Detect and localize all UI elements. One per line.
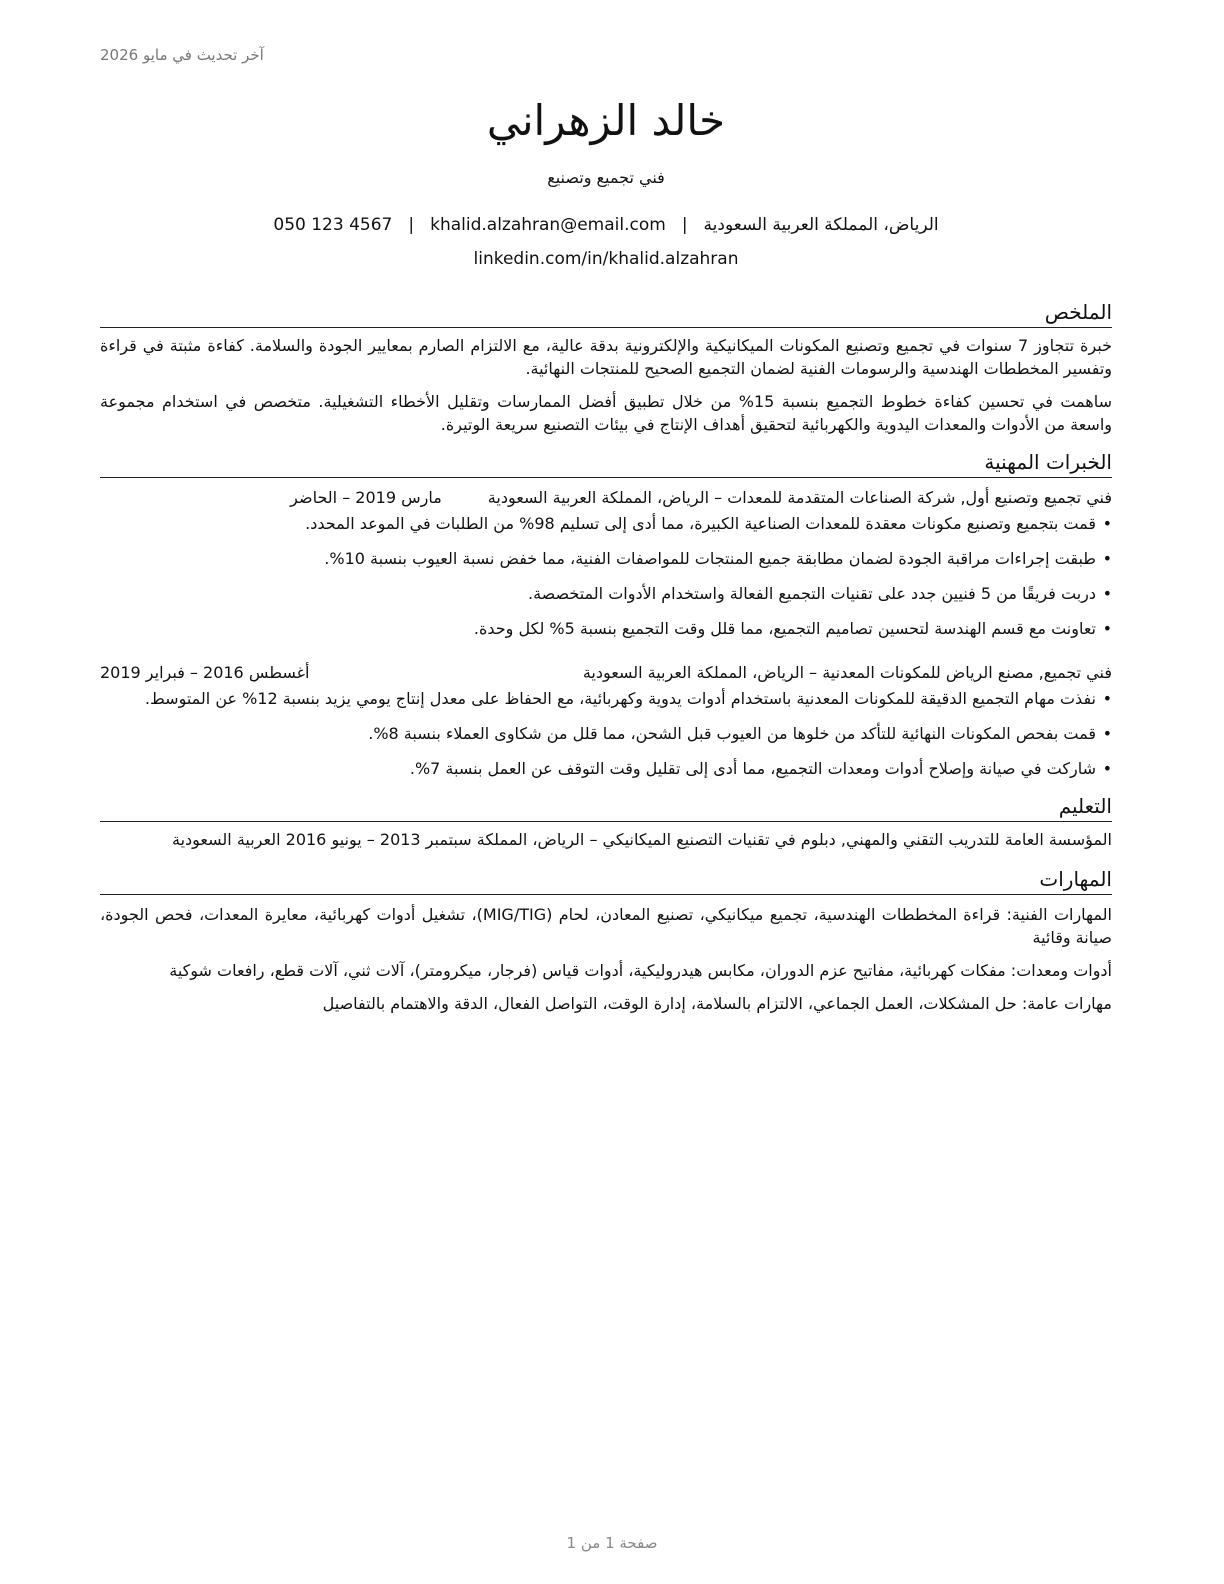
- list-item: • شاركت في صيانة وإصلاح أدوات ومعدات التجميع، مما أدى إلى تقليل وقت التوقف عن العمل بنسبة 7%.: [100, 757, 1112, 781]
- resume-page: [100, 0, 1112, 1584]
- job-dates: أغسطس 2016 – فبراير 2019: [100, 663, 310, 682]
- education-section: [100, 792, 1112, 851]
- section-heading-education: التعليم: [100, 792, 1112, 822]
- skills-technical: المهارات الفنية: قراءة المخططات الهندسية، تجميع ميكانيكي، تصنيع المعادن، لحام (MIG/TIG)، تشغيل أدوات كهربائية، معايرة المعدات، فحص الجودة، صيانة وقائية: [100, 905, 1113, 947]
- resume-header: [100, 0, 1112, 272]
- candidate-name: خالد الزهراني: [486, 96, 726, 145]
- contact-phone: 050 123 4567: [273, 215, 393, 235]
- job-title-company: فني تجميع وتصنيع أول, شركة الصناعات المتقدمة للمعدات – الرياض، المملكة العربية السعودية: [487, 488, 1112, 507]
- job-dates: مارس 2019 – الحاضر: [290, 488, 442, 507]
- contact-email[interactable]: khalid.alzahran@email.com: [430, 215, 666, 235]
- skills-general: مهارات عامة: حل المشكلات، العمل الجماعي، الالتزام بالسلامة، إدارة الوقت، التواصل الفعال، الدقة والاهتمام بالتفاصيل: [322, 994, 1112, 1013]
- list-item: • دربت فريقًا من 5 فنيين جدد على تقنيات التجميع الفعالة واستخدام الأدوات المتخصصة.: [100, 582, 1112, 606]
- job-title-company: فني تجميع, مصنع الرياض للمكونات المعدنية – الرياض، المملكة العربية السعودية: [582, 663, 1112, 682]
- contact-separator: |: [681, 215, 688, 235]
- job-header: [100, 486, 1112, 510]
- list-item: • نفذت مهام التجميع الدقيقة للمكونات المعدنية باستخدام أدوات يدوية وكهربائية، مع الحفاظ على معدل إنتاج يومي يزيد بنسبة 12% عن المتوسط.: [100, 687, 1112, 711]
- job-header: [100, 661, 1112, 685]
- candidate-job-title: فني تجميع وتصنيع: [547, 168, 665, 187]
- education-entry: المؤسسة العامة للتدريب التقني والمهني, دبلوم في تقنيات التصنيع الميكانيكي – الرياض، المملكة سبتمبر 2013 – يونيو 2016 العربية السعودية: [172, 830, 1112, 849]
- contact-location: الرياض، المملكة العربية السعودية: [703, 215, 939, 235]
- summary-section: [100, 298, 1112, 436]
- job-bullets: [100, 512, 1112, 641]
- section-heading-skills: المهارات: [100, 865, 1112, 895]
- contact-separator: |: [408, 215, 415, 235]
- skills-tools: أدوات ومعدات: مفكات كهربائية، مفاتيح عزم الدوران، مكابس هيدروليكية، أدوات قياس (فرجار، ميكرومتر)، آلات ثني، آلات قطع، رافعات شوكية: [169, 961, 1112, 980]
- list-item: • تعاونت مع قسم الهندسة لتحسين تصاميم التجميع، مما قلل وقت التجميع بنسبة 5% لكل وحدة.: [100, 617, 1112, 641]
- experience-section: [100, 448, 1112, 781]
- contact-linkedin[interactable]: linkedin.com/in/khalid.alzahran: [473, 249, 739, 269]
- last-updated-note: آخر تحديث في مايو 2026: [100, 46, 264, 64]
- job-entry: [100, 661, 1112, 781]
- contact-line: [100, 212, 1112, 238]
- job-entry: [100, 486, 1112, 641]
- list-item: • طبقت إجراءات مراقبة الجودة لضمان مطابقة جميع المنتجات للمواصفات الفنية، مما خفض نسبة العيوب بنسبة 10%.: [100, 547, 1112, 571]
- section-heading-experience: الخبرات المهنية: [100, 448, 1112, 478]
- summary-paragraph: خبرة تتجاوز 7 سنوات في تجميع وتصنيع المكونات الميكانيكية والإلكترونية بدقة عالية، مع الالتزام الصارم بمعايير الجودة والسلامة. كفاءة مثبتة في قراءة وتفسير المخططات الهندسية والرسومات الفنية لضمان التجميع الصحيح للمنتجات النهائية.: [100, 336, 1112, 378]
- section-heading-summary: الملخص: [100, 298, 1112, 328]
- skills-section: [100, 865, 1112, 1015]
- list-item: • قمت بتجميع وتصنيع مكونات معقدة للمعدات الصناعية الكبيرة، مما أدى إلى تسليم 98% من الطلبات في الموعد المحدد.: [100, 512, 1112, 536]
- summary-paragraph: ساهمت في تحسين كفاءة خطوط التجميع بنسبة 15% من خلال تطبيق أفضل الممارسات وتقليل الأخطاء التشغيلية. متخصص في استخدام مجموعة واسعة من الأدوات والمعدات اليدوية والكهربائية لتحقيق أهداف الإنتاج في بيئات التصنيع سريعة الوتيرة.: [100, 392, 1112, 434]
- job-bullets: [100, 687, 1112, 781]
- page-number: صفحة 1 من 1: [566, 1534, 658, 1552]
- list-item: • قمت بفحص المكونات النهائية للتأكد من خلوها من العيوب قبل الشحن، مما قلل من شكاوى العملاء بنسبة 8%.: [100, 722, 1112, 746]
